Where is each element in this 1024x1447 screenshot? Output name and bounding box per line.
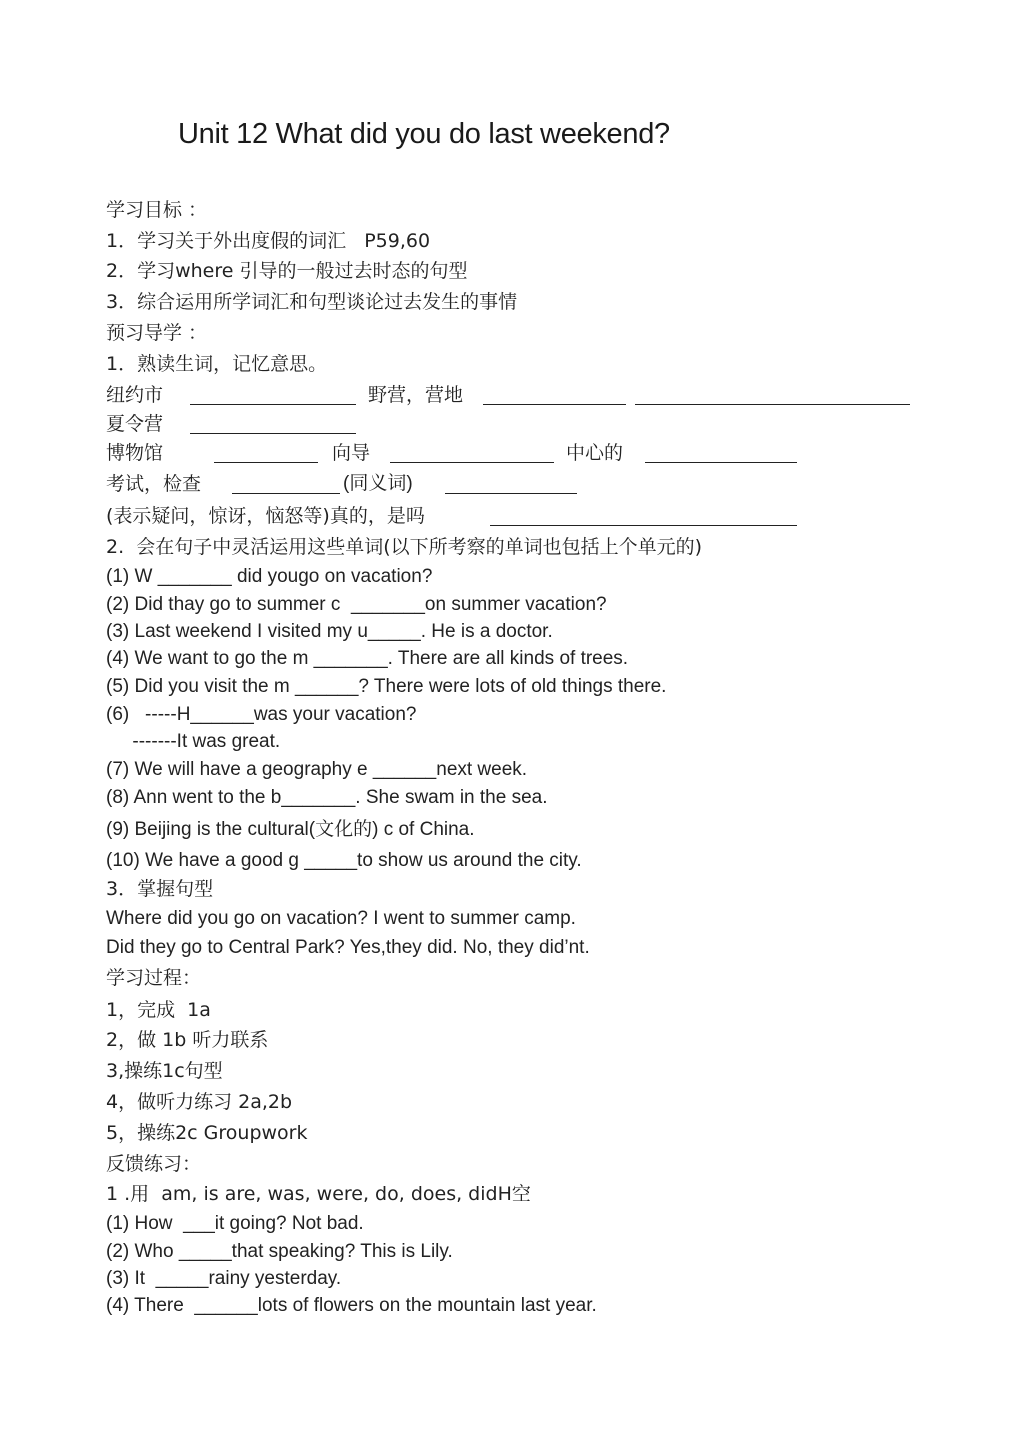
vocab-exam: 考试，检查 [106,473,202,495]
blank-line [445,493,577,494]
feedback-item: (4) There ______lots of flowers on the mountain last year. [106,1295,597,1316]
process-step: 3,操练1c句型 [106,1060,223,1082]
vocab-central: 中心的 [566,442,624,464]
blank-line [390,462,554,463]
vocab-synonym: (同义词) [343,473,413,494]
vocab-summer-camp: 夏令营 [106,413,164,435]
vocab-museum: 博物馆 [106,442,164,464]
exercise-sentence: (3) Last weekend I visited my u_____. He is a doctor. [106,621,553,642]
sentence-pattern: Where did you go on vacation? I went to summer camp. [106,908,576,929]
sentence-pattern: Did they go to Central Park? Yes,they did. No, they did’nt. [106,937,590,958]
exercise-sentence: (5) Did you visit the m ______? There were lots of old things there. [106,676,667,697]
feedback-heading: 反馈练习： [106,1153,202,1175]
exercise-sentence: (4) We want to go the m _______. There are all kinds of trees. [106,648,629,669]
process-heading: 学习过程： [106,967,202,989]
feedback-item: (2) Who _____that speaking? This is Lily. [106,1241,453,1262]
process-step: 4，做听力练习 2a,2b [106,1091,293,1113]
process-step: 2，做 1b 听力联系 [106,1029,269,1051]
exercise-sentence: (6) -----H______was your vacation? [106,704,417,725]
preview-task-3: 3．掌握句型 [106,878,214,900]
blank-line [483,404,626,405]
exercise-sentence: (2) Did thay go to summer c _______on summer vacation? [106,594,607,615]
blank-line [635,404,910,405]
vocab-guide: 向导 [332,442,371,464]
exercise-sentence: (9) Beijing is the cultural(文化的) c of China. [106,819,475,840]
feedback-item: (3) It _____rainy yesterday. [106,1268,342,1289]
objectives-heading: 学习目标 ： [106,199,208,221]
exercise-sentence: (1) W _______ did yougo on vacation? [106,566,433,587]
blank-line [232,493,340,494]
process-step: 5，操练2c Groupwork [106,1122,308,1144]
vocab-campsite: 野营，营地 [368,384,464,406]
objective-item: 3．综合运用所学词汇和句型谈论过去发生的事情 [106,291,518,313]
process-step: 1，完成 1a [106,999,211,1021]
blank-line [490,525,797,526]
blank-line [190,404,356,405]
exercise-sentence: (10) We have a good g _____to show us around the city. [106,850,582,871]
exercise-sentence: -------It was great. [106,731,281,752]
feedback-item: (1) How ___it going? Not bad. [106,1213,364,1234]
objective-item: 2．学习where 引导的一般过去时态的句型 [106,260,468,282]
objective-item: 1．学习关于外出度假的词汇 P59,60 [106,230,431,252]
preview-heading: 预习导学 ： [106,322,208,344]
preview-task-2: 2. 会在句子中灵活运用这些单词(以下所考察的单词也包括上个单元的) [106,536,703,558]
blank-line [645,462,797,463]
blank-line [190,433,356,434]
vocab-really: (表示疑问，惊讶，恼怒等)真的，是吗 [106,505,425,527]
preview-task-1: 1．熟读生词，记忆意思。 [106,353,328,375]
exercise-sentence: (8) Ann went to the b_______. She swam in the sea. [106,787,548,808]
feedback-task-1: 1 .用 am, is are, was, were, do, does, didH空 [106,1183,531,1205]
blank-line [214,462,318,463]
vocab-new-york: 纽约市 [106,384,164,406]
worksheet-title: Unit 12 What did you do last weekend? [178,118,670,150]
exercise-sentence: (7) We will have a geography e ______next week. [106,759,528,780]
